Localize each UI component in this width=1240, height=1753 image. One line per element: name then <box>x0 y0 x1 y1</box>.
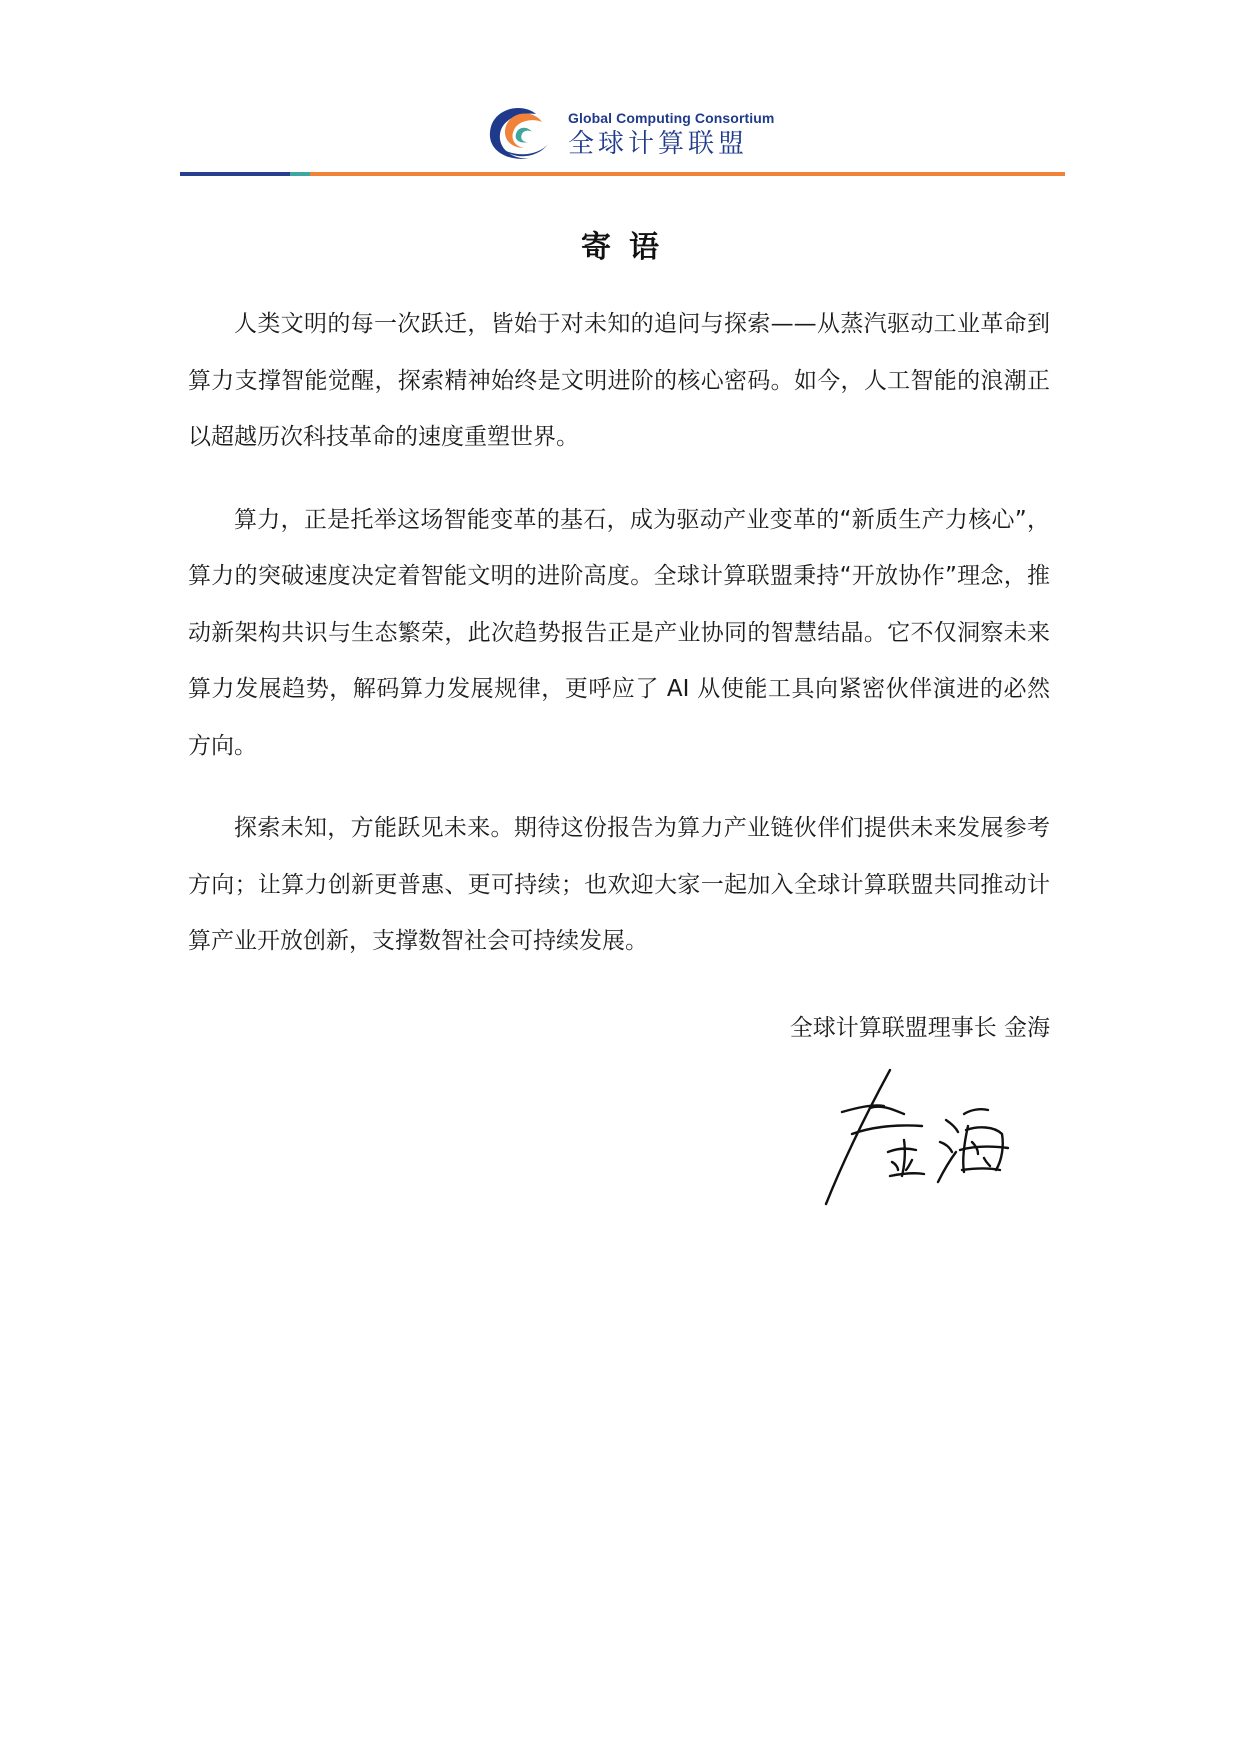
signer-title: 全球计算联盟理事长 金海 <box>789 1015 1050 1041</box>
handwritten-signature-icon <box>812 1064 1012 1214</box>
logo-chinese-name: 全球计算联盟 <box>568 129 749 159</box>
paragraph-2: 算力，正是托举这场智能变革的基石，成为驱动产业变革的“新质生产力核心”，算力的突破速度决定着智能文明的进阶高度。全球计算联盟秉持“开放协作”理念，推动新架构共识与生态繁荣，此次趋势报告正是产业协同的智慧结晶。它不仅洞察未来算力发展趋势，解码算力发展规律，更呼应了 AI 从使能工具向紧密伙伴演进的必然方向。 <box>188 506 1050 759</box>
divider-blue-segment <box>180 172 290 176</box>
gcc-logo-icon <box>484 104 554 164</box>
logo-english-name: Global Computing Consortium <box>568 110 775 126</box>
page-header <box>0 0 1240 180</box>
letter-body <box>188 296 1050 996</box>
paragraph-3: 探索未知，方能跃见未来。期待这份报告为算力产业链伙伴们提供未来发展参考方向；让算力创新更普惠、更可持续；也欢迎大家一起加入全球计算联盟共同推动计算产业开放创新，支撑数智社会可持续发展。 <box>188 815 1050 954</box>
header-divider <box>180 172 1065 176</box>
divider-teal-segment <box>290 172 310 176</box>
logo-text <box>568 110 774 160</box>
divider-orange-segment <box>310 172 1065 176</box>
page-title: 寄语 <box>581 230 677 265</box>
paragraph-1: 人类文明的每一次跃迁，皆始于对未知的追问与探索——从蒸汽驱动工业革命到算力支撑智能觉醒，探索精神始终是文明进阶的核心密码。如今，人工智能的浪潮正以超越历次科技革命的速度重塑世界。 <box>188 311 1050 450</box>
